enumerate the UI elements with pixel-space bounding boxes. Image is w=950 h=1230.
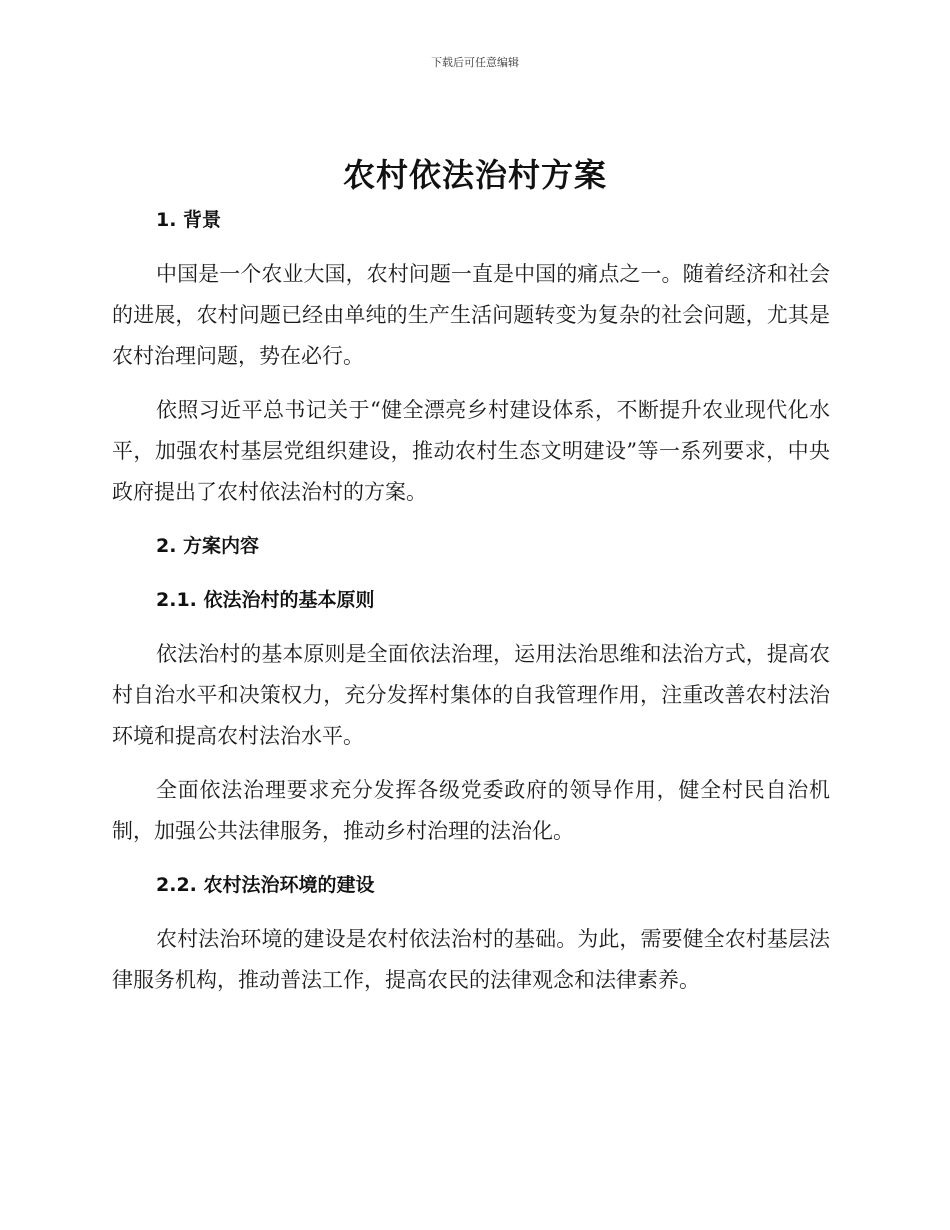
- header-note: 下载后可任意编辑: [431, 56, 519, 69]
- paragraph-environment-1: 农村法治环境的建设是农村依法治村的基础。为此，需要健全农村基层法律服务机构，推动普法工作，提高农民的法律观念和法律素养。: [112, 927, 830, 992]
- paragraph-principles-1: 依法治村的基本原则是全面依法治理，运用法治思维和法治方式，提高农村自治水平和决策权力，充分发挥村集体的自我管理作用，注重改善农村法治环境和提高农村法治水平。: [112, 642, 830, 748]
- subsection-heading-environment: 2.2. 农村法治环境的建设: [156, 874, 375, 896]
- document-title: 农村依法治村方案: [342, 156, 607, 194]
- section-heading-background: 1. 背景: [156, 209, 222, 231]
- section-heading-plan: 2. 方案内容: [156, 535, 260, 557]
- paragraph-principles-2: 全面依法治理要求充分发挥各级党委政府的领导作用，健全村民自治机制，加强公共法律服务，推动乡村治理的法治化。: [112, 778, 830, 843]
- paragraph-background-1: 中国是一个农业大国，农村问题一直是中国的痛点之一。随着经济和社会的进展，农村问题已经由单纯的生产生活问题转变为复杂的社会问题，尤其是农村治理问题，势在必行。: [112, 262, 830, 368]
- document-body: [112, 200, 830, 1014]
- paragraph-background-2: 依照习近平总书记关于“健全漂亮乡村建设体系，不断提升农业现代化水平，加强农村基层党组织建设，推动农村生态文明建设”等一系列要求，中央政府提出了农村依法治村的方案。: [112, 398, 830, 504]
- subsection-heading-principles: 2.1. 依法治村的基本原则: [156, 589, 375, 611]
